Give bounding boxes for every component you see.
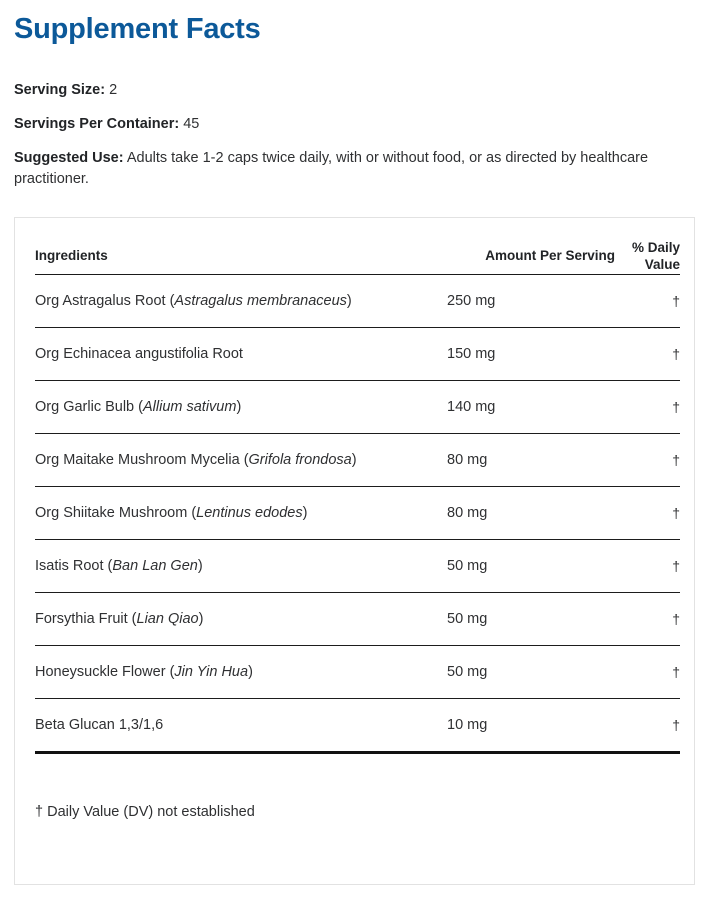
ingredient-daily-value: †: [615, 698, 680, 752]
ingredient-amount: 80 mg: [447, 433, 615, 486]
ingredient-latin-name: Lentinus edodes: [196, 504, 303, 521]
ingredient-daily-value: †: [615, 645, 680, 698]
table-row: [35, 380, 680, 433]
supplement-facts-card: [14, 217, 695, 885]
ingredient-amount: 140 mg: [447, 380, 615, 433]
table-header: [35, 240, 680, 274]
suggested-use-value: Adults take 1-2 caps twice daily, with or without food, or as directed by healthcare practitioner.: [14, 149, 649, 187]
table-row: [35, 486, 680, 539]
table-row: [35, 698, 680, 752]
suggested-use-line: [14, 148, 686, 190]
suggested-use-label: Suggested Use:: [14, 149, 124, 166]
ingredient-daily-value: †: [615, 380, 680, 433]
daily-value-footnote: † Daily Value (DV) not established: [35, 803, 255, 820]
ingredient-amount: 250 mg: [447, 274, 615, 327]
ingredient-daily-value: †: [615, 433, 680, 486]
servings-per-container-value: 45: [183, 115, 200, 132]
servings-per-container-line: [14, 114, 695, 135]
ingredient-amount: 50 mg: [447, 645, 615, 698]
table-row: [35, 327, 680, 380]
ingredient-amount: 50 mg: [447, 592, 615, 645]
ingredient-amount: 150 mg: [447, 327, 615, 380]
ingredient-name: Org Maitake Mushroom Mycelia (Grifola frondosa): [35, 433, 447, 486]
ingredient-latin-name: Grifola frondosa: [248, 451, 352, 468]
ingredient-latin-name: Ban Lan Gen: [112, 557, 198, 574]
serving-info-block: [14, 80, 695, 190]
table-row: [35, 274, 680, 327]
ingredient-daily-value: †: [615, 592, 680, 645]
serving-size-line: [14, 80, 695, 101]
ingredient-daily-value: †: [615, 539, 680, 592]
ingredient-name: Org Shiitake Mushroom (Lentinus edodes): [35, 486, 447, 539]
column-header-daily-value: % Daily Value: [615, 240, 680, 274]
ingredient-name: Beta Glucan 1,3/1,6: [35, 698, 447, 752]
ingredient-latin-name: Jin Yin Hua: [174, 663, 249, 680]
serving-size-value: 2: [109, 81, 118, 98]
ingredient-latin-name: Lian Qiao: [136, 610, 199, 627]
ingredient-name: Org Garlic Bulb (Allium sativum): [35, 380, 447, 433]
table-header-row: [35, 240, 680, 274]
ingredient-amount: 80 mg: [447, 486, 615, 539]
ingredient-name: Honeysuckle Flower (Jin Yin Hua): [35, 645, 447, 698]
table-row: [35, 592, 680, 645]
ingredient-amount: 50 mg: [447, 539, 615, 592]
ingredient-daily-value: †: [615, 274, 680, 327]
ingredient-amount: 10 mg: [447, 698, 615, 752]
ingredient-name: Isatis Root (Ban Lan Gen): [35, 539, 447, 592]
ingredient-latin-name: Allium sativum: [142, 398, 237, 415]
table-body: [35, 274, 680, 752]
column-header-ingredients: Ingredients: [35, 240, 447, 274]
ingredient-daily-value: †: [615, 327, 680, 380]
table-row: [35, 539, 680, 592]
page-title: Supplement Facts: [14, 13, 261, 45]
ingredient-daily-value: †: [615, 486, 680, 539]
table-row: [35, 645, 680, 698]
column-header-amount-per-serving: Amount Per Serving: [447, 240, 615, 274]
ingredients-table: [35, 240, 680, 754]
serving-size-label: Serving Size:: [14, 81, 106, 98]
ingredient-latin-name: Astragalus membranaceus: [174, 292, 347, 309]
servings-per-container-label: Servings Per Container:: [14, 115, 180, 132]
ingredient-name: Org Echinacea angustifolia Root: [35, 327, 447, 380]
ingredient-name: Forsythia Fruit (Lian Qiao): [35, 592, 447, 645]
ingredient-name: Org Astragalus Root (Astragalus membranaceus): [35, 274, 447, 327]
table-row: [35, 433, 680, 486]
